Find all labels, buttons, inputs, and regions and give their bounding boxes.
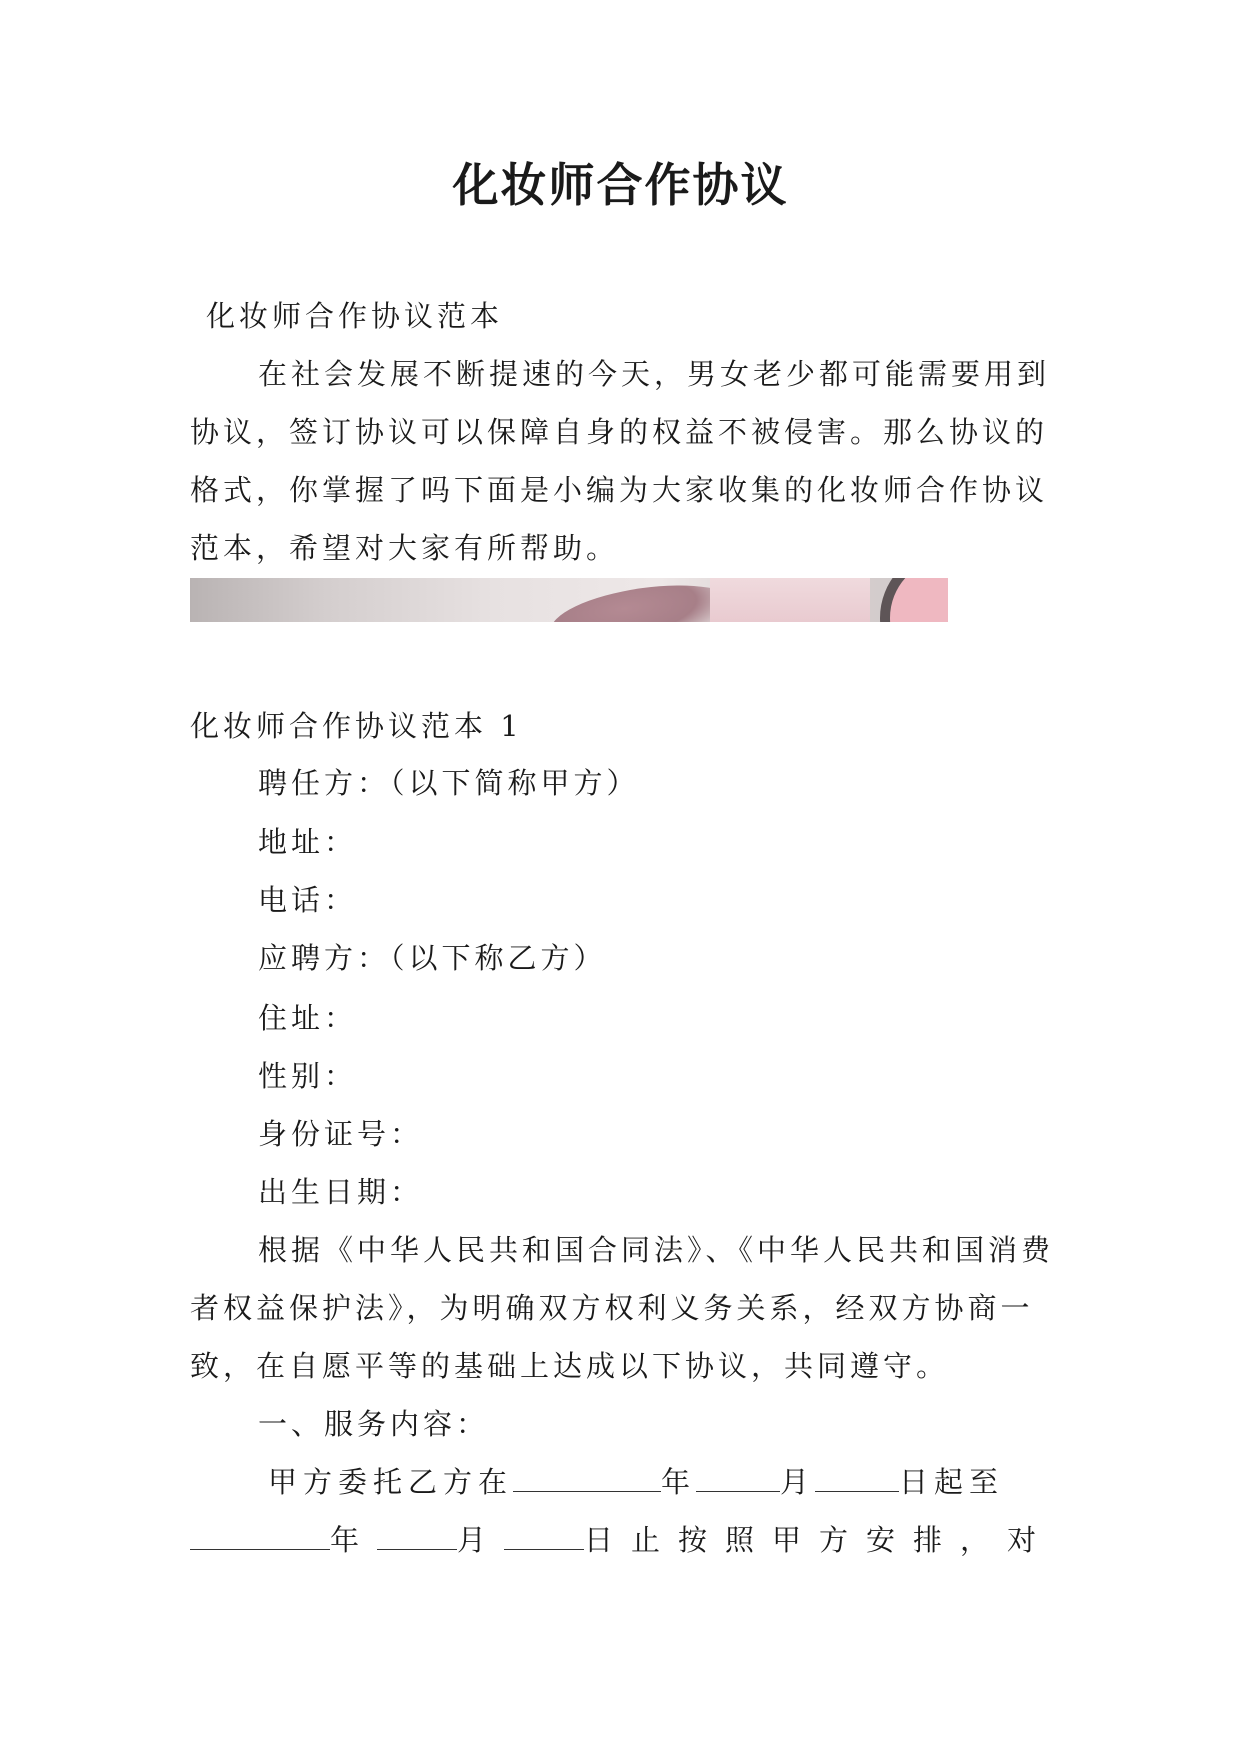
document-subtitle: 化妆师合作协议范本 bbox=[206, 299, 504, 333]
intro-line-4: 范本，希望对大家有所帮助。 bbox=[190, 531, 620, 565]
field-gender: 性别： bbox=[258, 1059, 358, 1093]
clause-line-2-year: 年 bbox=[330, 1523, 378, 1557]
clause-line-2 bbox=[190, 1520, 1054, 1560]
photo-compact-case bbox=[880, 578, 948, 622]
intro-line-3: 格式，你掌握了吗下面是小编为大家收集的化妆师合作协议 bbox=[190, 473, 1049, 507]
basis-line-2: 者权益保护法》，为明确双方权利义务关系，经双方协商一 bbox=[190, 1291, 1034, 1325]
clause-line-1-year: 年 bbox=[661, 1465, 697, 1499]
field-address: 地址： bbox=[258, 825, 358, 859]
field-birth-date: 出生日期： bbox=[258, 1175, 424, 1209]
field-applicant: 应聘方：（以下称乙方） bbox=[258, 941, 607, 975]
blank-start-day bbox=[815, 1465, 899, 1492]
field-id-number: 身份证号： bbox=[258, 1117, 424, 1151]
intro-line-1: 在社会发展不断提速的今天，男女老少都可能需要用到 bbox=[258, 357, 1051, 391]
clause-line-1-month: 月 bbox=[780, 1465, 816, 1499]
blank-start-month bbox=[696, 1465, 780, 1492]
field-employer: 聘任方：（以下简称甲方） bbox=[258, 766, 640, 800]
clause-line-1 bbox=[268, 1462, 1004, 1502]
photo-pink-bottle bbox=[710, 578, 870, 622]
basis-line-3: 致，在自愿平等的基础上达成以下协议，共同遵守。 bbox=[190, 1349, 950, 1383]
clause-line-1-text: 甲方委托乙方在 bbox=[268, 1465, 514, 1499]
basis-line-1: 根据《中华人民共和国合同法》、《中华人民共和国消费 bbox=[258, 1233, 1055, 1267]
clause-line-2-rest: 日止按照甲方安排，对 bbox=[584, 1523, 1055, 1557]
field-phone: 电话： bbox=[258, 883, 358, 917]
blank-end-year bbox=[190, 1523, 330, 1550]
blank-start-year bbox=[513, 1465, 661, 1492]
intro-line-2: 协议，签订协议可以保障自身的权益不被侵害。那么协议的 bbox=[190, 415, 1049, 449]
clause-line-2-month: 月 bbox=[457, 1523, 505, 1557]
cosmetics-photo bbox=[190, 578, 948, 622]
section-heading: 化妆师合作协议范本 1 bbox=[190, 709, 523, 743]
clause-heading: 一、服务内容： bbox=[258, 1407, 490, 1441]
clause-line-1-day: 日起至 bbox=[899, 1465, 1005, 1499]
blank-end-month bbox=[377, 1523, 457, 1550]
blank-end-day bbox=[504, 1523, 584, 1550]
document-title: 化妆师合作协议 bbox=[452, 158, 789, 212]
field-residence: 住址： bbox=[258, 1001, 358, 1035]
